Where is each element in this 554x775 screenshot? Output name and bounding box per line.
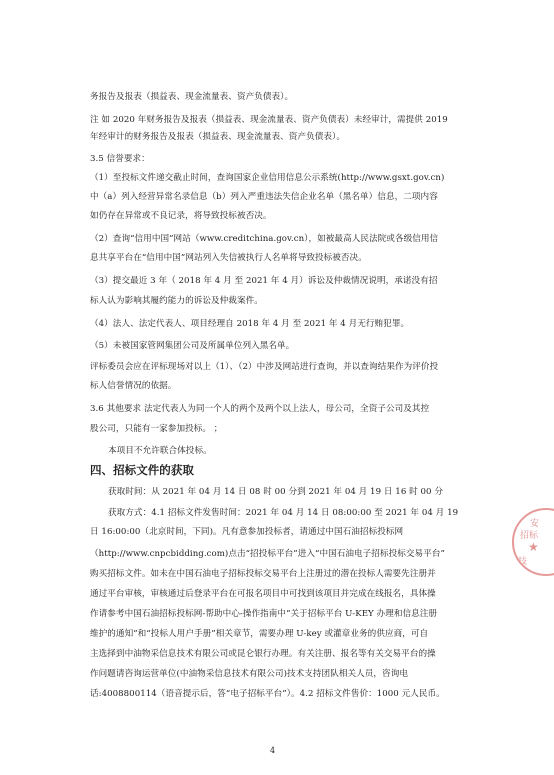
text-line: （5）未被国家管网集团公司及所属单位列入黑名单。 — [90, 341, 295, 351]
text-line: 股公司，只能有一家参加投标。 ； — [90, 424, 223, 434]
text-line: 主选择到中油物采信息技术有限公司或昆仑银行办理。有关注册、报名等有关交易平台的操 — [90, 649, 436, 659]
text-line: 如仍存在异常或不良记录，将导致投标被否决。 — [90, 211, 272, 221]
text-line: 标人认为影响其履约能力的诉讼及仲裁案件。 — [90, 296, 263, 306]
section-heading: 四、招标文件的获取 — [90, 463, 194, 477]
page-number: 4 — [270, 746, 276, 755]
text-line: 息共享平台在“信用中国”网站列入失信被执行人名单将导致投标被否决。 — [90, 253, 367, 263]
text-line: （http://www.cnpcbidding.com)点击“招投标平台”进入“中国石油电子招标投标交易平台” — [90, 549, 445, 559]
text-line: （3）提交最近 3 年（ 2018 年 4 月 至 2021 年 4 月）诉讼及仲裁情况说明，承诺没有招 — [90, 276, 438, 286]
seal-star-icon: ★ — [528, 540, 539, 554]
text-line: 话:4008800114（语音提示后，答“电子招标平台”）。4.2 招标文件售价：1000 元人民币。 — [90, 689, 445, 699]
text-line: 作请参考中国石油招标投标网-帮助中心-操作指南中“关于招标平台 U-KEY 办理和信息注册 — [90, 609, 438, 619]
text-line: 3.6 其他要求 法定代表人为同一个人的两个及两个以上法人，母公司，全资子公司及其控 — [90, 404, 430, 414]
text-line: （4）法人、法定代表人、项目经理自 2018 年 4 月 至 2021 年 4 月无行贿犯罪。 — [90, 319, 410, 329]
text-line: 务报告及报表（损益表、现金流量表、资产负债表）。 — [90, 92, 294, 102]
text-line: 获取方式：4.1 招标文件发售时间：2021 年 04 月 14 日 08:00:00 至 2021 年 04 月 19 — [108, 508, 459, 518]
text-line: 本项目不允许联合体投标。 — [108, 446, 212, 456]
text-line: 评标委员会应在评标现场对以上（1）、（2）中涉及网站进行查询，并以查询结果作为评价投 — [90, 362, 439, 372]
text-line: 标人信誉情况的依据。 — [90, 381, 177, 391]
text-line: （1）至投标文件递交截止时间，查询国家企业信用信息公示系统(http://www.gsxt.gov.cn) — [90, 173, 445, 183]
text-line: （2）查询“信用中国”网站（www.creditchina.gov.cn），如被最高人民法院或各级信用信 — [90, 234, 439, 244]
text-line: 年经审计的财务报告及报表（损益表、现金流量表、资产负债表）。 — [90, 132, 346, 142]
company-seal: 安 招标 技 ★ — [512, 508, 554, 576]
text-line: 维护的通知”和“投标人用户手册”相关章节，需要办理 U-key 或灌章业务的供应商，可自 — [90, 629, 429, 639]
text-line: 中（a）列入经营异常名录信息（b）列入严重违法失信企业名单（黑名单）信息，二项内容 — [90, 192, 438, 202]
text-line: 通过平台审核，审核通过后登录平台在可报名项目中可找到该项目并完成在线报名，具体操 — [90, 589, 436, 599]
text-line: 注 如 2020 年财务报告及报表（损益表、现金流量表、资产负债表）未经审计，需提供 2019 — [90, 115, 448, 125]
text-line: 日 16:00:00（北京时间，下同)。凡有意参加投标者，请通过中国石油招标投标网 — [90, 527, 404, 537]
text-line: 作问题请咨询运营单位(中油物采信息技术有限公司)技术支持团队相关人员，咨询电 — [90, 669, 408, 679]
text-line: 购买招标文件。如未在中国石油电子招标投标交易平台上注册过的潜在投标人需要先注册并 — [90, 569, 436, 579]
section-label: 3.5 信誉要求： — [90, 154, 150, 164]
text-line: 获取时间：从 2021 年 04 月 14 日 08 时 00 分到 2021 年 04 月 19 日 16 时 00 分 — [108, 487, 444, 497]
